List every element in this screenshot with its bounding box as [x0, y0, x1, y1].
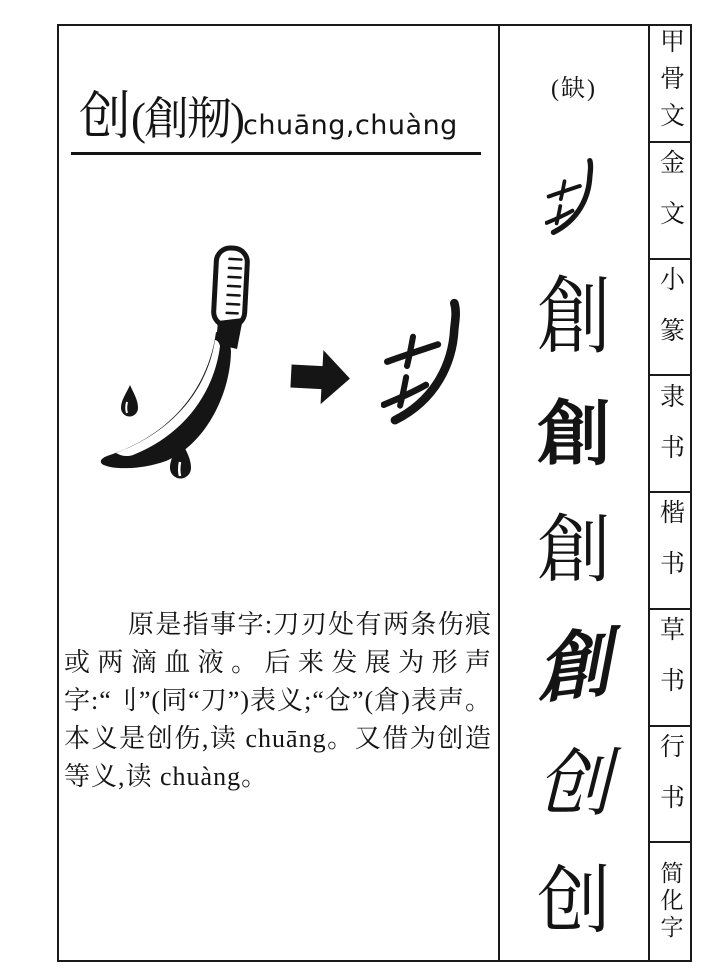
entry-title: [71, 89, 481, 155]
form-clerical: 創: [537, 395, 611, 474]
form-small-seal: 創: [537, 271, 611, 365]
script-label-cursive: 草书: [650, 610, 690, 727]
bronze-character-drawing: [384, 303, 456, 420]
arrow-right-icon: [290, 349, 352, 406]
entry-panel: [59, 26, 500, 960]
explanation-text: 原是指事字:刀刃处有两条伤痕或两滴血液。后来发展为形声字:“刂”(同“刀”)表义;“仓”(倉)表声。本义是创伤,读 chuāng。又借为创造等义,读 chuàng。: [64, 610, 492, 791]
form-bronze: [500, 143, 648, 260]
form-simplified: 创: [537, 860, 611, 943]
page-frame: [57, 24, 692, 962]
knife-icon: [101, 247, 248, 468]
knife-evolution-illustration: [69, 222, 493, 512]
pinyin-reading: chuāng,chuàng: [243, 110, 458, 141]
script-label-regular: 楷书: [650, 493, 690, 610]
form-running: 创: [537, 743, 611, 826]
variant-forms: (創剏): [131, 94, 243, 144]
form-oracle-bone: [500, 26, 648, 143]
script-labels-column: [650, 26, 690, 960]
blood-drop-icon: [121, 385, 138, 417]
script-label-clerical: 隶书: [650, 376, 690, 493]
headword: 创: [79, 89, 132, 146]
script-label-oracle-bone: 甲骨文: [650, 26, 690, 143]
script-label-small-seal: 小篆: [650, 260, 690, 377]
form-regular: 創: [537, 510, 611, 593]
script-label-running: 行书: [650, 727, 690, 844]
form-cursive: 創: [535, 622, 613, 714]
character-evolution-column: [500, 26, 650, 960]
oracle-missing-note: (缺): [551, 76, 597, 102]
script-label-simplified: 简化字: [657, 861, 683, 943]
bronze-character-drawing: [545, 157, 603, 245]
script-label-bronze: 金文: [650, 143, 690, 260]
